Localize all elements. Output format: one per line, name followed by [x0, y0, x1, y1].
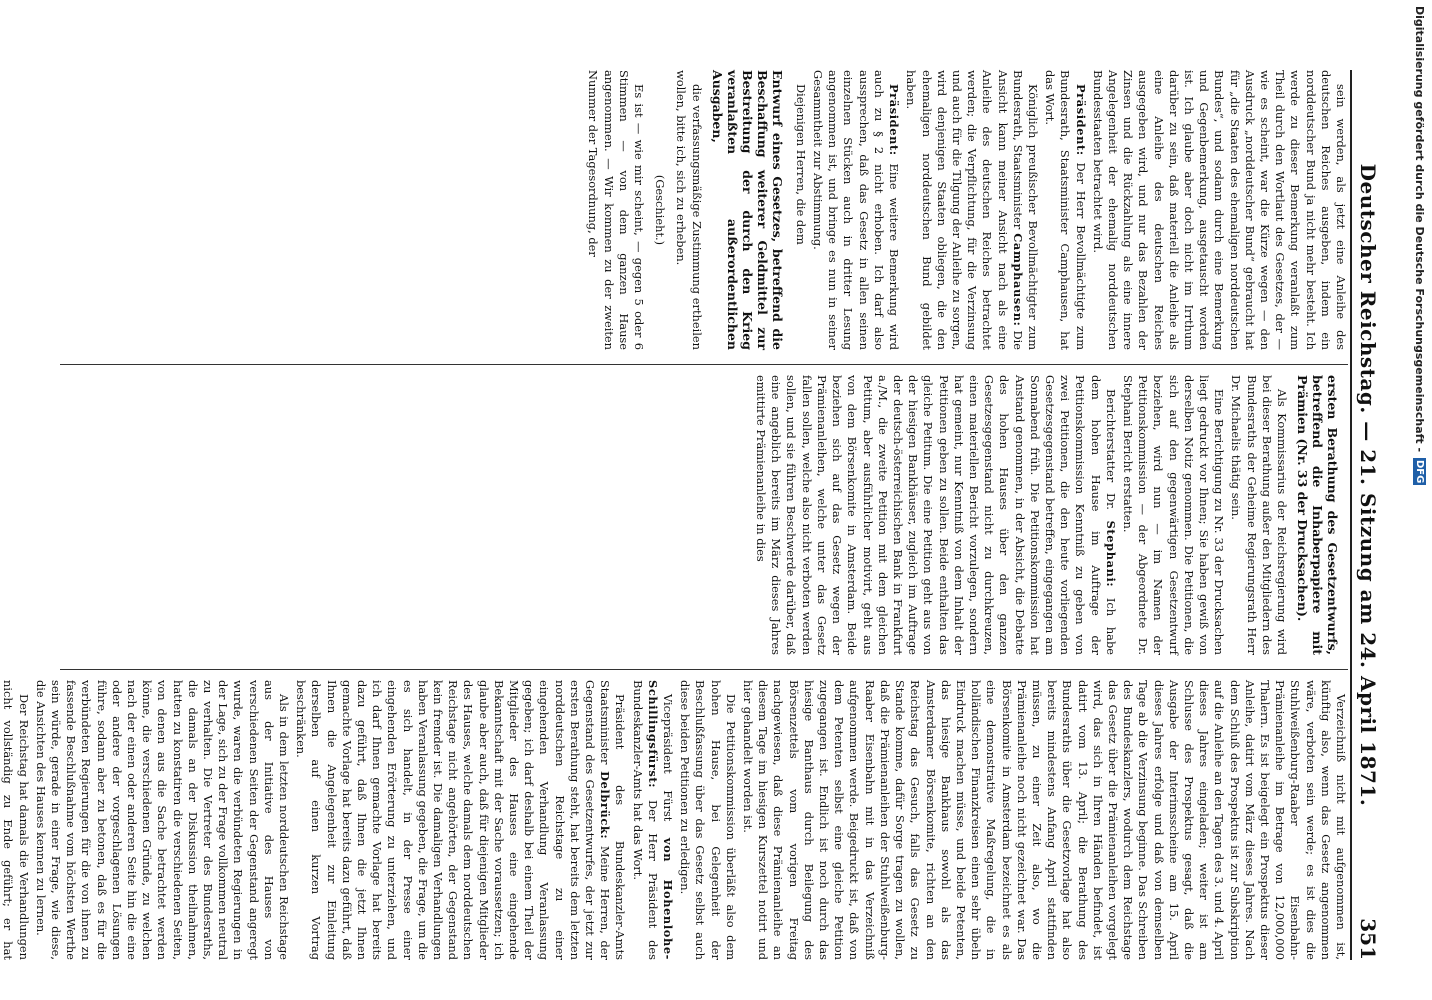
paragraph: [293, 680, 627, 960]
speaker-intro: Berichterstatter Dr.: [1103, 389, 1118, 521]
paragraph: Diejenigen Herren, die dem: [793, 84, 808, 245]
paragraph: Die Petitionskommission überläßt also dem hohen Hause, bei Gelegenheit der Beschlußfassung über das Gesetz selbst auch diese beiden Petitionen zu erledigen.: [678, 680, 738, 960]
stage-direction: (Geschieht.): [653, 174, 668, 246]
paragraph: Der Reichstag hat damals die Verhandlungen nicht vollständig zu Ende geführt; er hat: [1, 680, 31, 960]
paragraph: [629, 680, 675, 960]
speaker-label: von Hohenlohe-Schillingsfürst:: [645, 680, 676, 960]
speech-text: Ich habe dem hohen Hause im Auftrage der Petitionskommission Kenntniß zu geben von zwei Petitionen, die den heute vorliegenden Gesetzesgegenstand betreffen, eingegangen am Sonnabend früh. Die Petitionskommission hat Anstand genommen, in der Absicht, die Debatte des hohen Hauses über den ganzen Gesetzesgegenstand nicht zu durchkreuzen, einen materiellen Bericht vorzulegen, sondern hat gemeint, nur Kenntniß von dem Inhalt der Petitionen geben zu sollen. Beide enthalten das gleiche Petitum. Die eine Petition geht aus von der hiesigen Bankhäuser, zugleich im Auftrage der deutsch-österreichischen Bank in Frankfurt a./M., die zweite Petition mit dem gleichen Petitum, aber ausführlicher motivirt, geht aus von dem Börsenkomite in Amsterdam. Beide beziehen sich auf das Gesetz wegen der Prämienanleihen, welche unter das Gesetz fallen sollen, welche also nicht verboten werden sollen, und sie führen Beschwerde darüber, daß eine angeblich bereits im März dieses Jahres emittirte Prämienanleihe in dies: [754, 375, 1118, 655]
running-head: Deutscher Reichstag. — 21. Sitzung am 24. April 1871.: [1356, 163, 1380, 807]
speaker-label: Präsident:: [887, 84, 902, 156]
paragraph: [753, 375, 1118, 655]
speech-text: Eine weitere Bemerkung wird auch zu § 2 nicht erhoben. Ich darf also aussprechen, daß das Gesetz in allen seinen einzelnen Stücken auch in dritter Lesung angenommen ist, und bringe es nun in seiner Gesammtheit zur Abstimmung.: [811, 70, 902, 350]
right-column: [1, 669, 1348, 960]
dfg-logo: DFG: [1414, 460, 1425, 484]
paragraph: Verzeichniß nicht mit aufgenommen ist, künftig also, wenn das Gesetz angenommen wäre, verboten sein werde; es ist dies die Stuhlweißenburg-Raaber Eisenbahn-Prämienanleihe im Betrage von 12,000,000 Thalern. Es ist beigelegt ein Prospektus dieser Anleihe, datirt vom März dieses Jahres. Nach dem Schluß des Prospektus ist zur Subskription auf die Anleihe an den Tagen des 3. und 4. April dieses Jahres eingeladen; weiter ist am Schlusse des Prospektus gesagt, daß die Ausgabe der Interimsscheine am 15. April dieses Jahres erfolge und daß von demselben Tage ab die Verzinsung beginne. Das Schreiben des Bundeskanzlers, wodurch dem Reichstage das Gesetz über die Prämienanleihen vorgelegt wird, das sich in Ihren Händen befindet, ist datirt vom 13. April; die Berathung des Bundesraths über die Gesetzvorlage hat also bereits mindestens Anfang April stattfinden müssen, zu einer Zeit also, wo die Prämienanleihe noch nicht gezeichnet war. Das Börsenkomite in Amsterdam bezeichnet es als eine demonstrative Maßregelung, die in holländischen Finanzkreisen einen sehr übeln Eindruck machen müsse, und beide Petenten, das hiesige Bankhaus sowohl als das Amsterdamer Börsenkomite, richten an den Reichstag das Gesuch, falls das Gesetz zu Stande komme, dafür Sorge tragen zu wollen, daß die Prämienanleihen der Stuhlweißenburg-Raaber Eisenbahn mit in das Verzeichniß aufgenommen werde. Beigedruckt ist, daß von dem Petenten selbst eine gleiche Petition zugegangen ist. Endlich ist noch durch das hiesige Banthaus durch Beilegung des Börsenzettels vom vorigen Freitag nachgewiesen, daß diese Prämienanleihe an diesem Tage im hiesigen Kurszettel notirt und hier gehandelt worden ist.: [741, 680, 1348, 960]
speaker-label: Camphausen:: [1010, 233, 1025, 327]
section-heading: ersten Berathung des Gesetzentwurfs, betreffend die Inhaberpapiere mit Prämien (Nr. 33 der Drucksachen).: [1295, 375, 1340, 655]
middle-column: [60, 364, 1348, 655]
credit-text: Digitalisierung gefördert durch die Deutsche Forschungsgemeinschaft -: [1413, 6, 1426, 453]
speaker-label: Präsident:: [1073, 84, 1088, 156]
section-heading: Entwurf eines Gesetzes, betreffend die Beschaffung weiterer Geldmittel zur Bestreitung der durch den Krieg veranlaßten außerordentlichen Ausgaben,: [709, 70, 785, 350]
speaker-intro: Präsident des Bundeskanzler-Amts Staatsminister: [598, 680, 628, 960]
speech-text: Der Herr Präsident des Bundeskanzler-Amts hat das Wort.: [630, 680, 660, 960]
paragraph: Es ist — wie mir scheint, — gegen 5 oder 6 Stimmen — von dem ganzen Hause angenommen. — Wir kommen zu der zweiten Nummer der Tagesordnung, der: [586, 70, 647, 350]
text-columns: [1, 70, 1348, 960]
page-header: [1350, 70, 1392, 960]
speech-text: Die Ansicht kann meiner Ansicht nach als eine Anleihe des deutschen Reiches betrachtet werden; die Verpflichtung, für die Verzinsung und auch für die Tilgung der Anleihe zu sorgen, wird denjenigen Staaten obliegen, die den ehemaligen norddeutschen Bund gebildet haben.: [904, 70, 1025, 350]
speech-text: Meine Herren, der Gegenstand des Gesetzentwurfes, der jetzt zur ersten Berathung steht, hat bereits dem letzten norddeutschen Reichstage zu einer eingehenden Verhandlung Veranlassung gegeben; ich darf deshalb bei einem Theil der Mitglieder des Hauses eine eingehende Bekanntschaft mit der Sache voraussetzen; ich glaube aber auch, daß für diejenigen Mitglieder des Hauses, welche damals dem norddeutschen Reichstage nicht angehörten, der Gegenstand kein fremder ist. Die damaligen Verhandlungen haben Veranlassung gegeben, die Frage, um die es sich handelt, in der Presse einer eingehenden Erörterung zu unterziehen, und ich darf Ihnen gemachte Vorlage hat bereits dazu geführt, daß Ihnen die jetzt Ihnen gemachte Vorlage hat bereits dazu geführt, daß Ihnen die Angelegenheit zur Einleitung derselben auf einen kurzen Vortrag beschränken.: [294, 680, 613, 960]
page-number: 351: [1356, 918, 1380, 960]
speaker-label: Stephani:: [1103, 520, 1118, 588]
paragraph: [1042, 70, 1088, 350]
paragraph: Als in dem letzten norddeutschen Reichstage aus der Initiative des Hauses von verschiedenen Seiten der Gegenstand angeregt wurde, waren die verbündeten Regierungen in der Lage, sich zu der Frage vollkommen neutral zu verhalten. Die Vertreter des Bundesraths, die damals an der Diskussion theilnahmen, hatten zu konstatiren die verschiedenen Seiten, von denen aus die Sache betrachtet werden könne, die verschiedenen Gründe, zu welchen nach der einen oder anderen Seite hin die eine oder andere der vorgeschlagenen Lösungen führe, sodann aber zu betonen, daß es für die verbündeten Regierungen für die von ihnen zu fassende Beschlußnahme vom höchsten Werthe sein würde, gerade in einer Frage, wie diese, die Ansichten des Hauses kennen zu lernen.: [33, 680, 291, 960]
speaker-intro: Königlich preußischer Bevollmächtigter zum Bundesrath, Staatsminister: [1010, 70, 1040, 350]
speaker-intro: Vicepräsident Fürst: [661, 694, 676, 838]
paragraph: Als Kommissarius der Reichsregierung wird bei dieser Berathung außer den Mitgliedern des Bundesraths der Geheime Regierungsrath Herr Dr. Michaelis thätig sein.: [1229, 375, 1289, 655]
speech-text: Der Herr Bevollmächtigte zum Bundesrath, Staatsminister Camphausen, hat das Wort.: [1043, 70, 1088, 350]
digitization-credit: [1400, 0, 1426, 1000]
paragraph: die verfassungsmäßige Zustimmung ertheilen wollen, bitte ich, sich zu erheben.: [674, 70, 704, 350]
speaker-label: Delbrück:: [598, 771, 613, 840]
paragraph: [810, 70, 901, 350]
paragraph: [903, 70, 1040, 350]
left-column: [60, 70, 1348, 350]
paragraph: sein werden, als jetzt eine Anleihe des deutschen Reiches ausgeben, indem ein norddeutscher Bund ja nicht mehr besteht. Ich werde zu dieser Bemerkung veranlaßt zum Theil durch den Wortlaut des Gesetzes, der — wie es scheint, war die Kürze wegen — den Ausdruck „norddeutscher Bund“ gebraucht hat für „die Staaten des ehemaligen norddeutschen Bundes“, und sodann durch eine Bemerkung und Gegenbemerkung, ausgetauscht worden ist. Ich glaube aber doch nicht im Irrthum darüber zu sein, daß materiell die Anleihe als eine Anleihe des deutschen Reiches ausgegeben wird, und nur das Bezahlen der Zinsen und die Rückzahlung als eine innere Angelegenheit der ehemalig norddeutschen Bundesstaaten betrachtet wird.: [1090, 70, 1348, 350]
paragraph: Eine Berichtigung zu Nr. 33 der Drucksachen liegt gedruckt vor Ihnen; Sie haben gewiß von derselben Notiz genommen. Die Petitionen, die sich auf den gegenwärtigen Gesetzentwurf beziehen, wird nun — im Namen der Petitionskommission — der Abgeordnete Dr. Stephani Bericht erstatten.: [1120, 375, 1227, 655]
